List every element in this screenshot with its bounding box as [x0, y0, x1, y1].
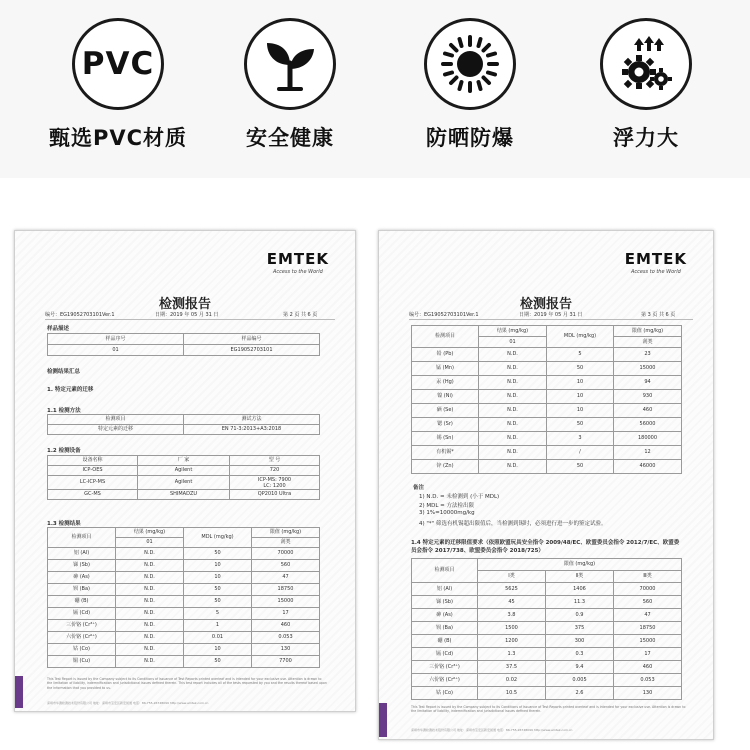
report-number: 编号：EG19052703101Ver.1: [409, 312, 479, 318]
section-title: 样品描述: [47, 326, 70, 332]
notes-title: 备注: [413, 485, 425, 491]
results-table: 检测项目 结果 (mg/kg) MDL (mg/kg) 限值 (mg/kg) 01 刮类 铅 (Pb) N.D. 5 23 锰 (Mn) N.D. 50 15000 汞 (Hg) N.D. 10 94 镍 (Ni) N.D. 10 930 硒 (Se) N.D. 10 460 锶 (Sr) N.D. 50 56000 锡 (Sn) N.D. 3 180000 有机锡* N.D. / 12 锌 (Zn) N.D. 50 46000: [411, 325, 682, 474]
table-row: 砷 (As) N.D. 10 47: [48, 572, 320, 584]
feature-safe: [220, 18, 360, 152]
feature-label: 防晒防爆: [426, 126, 514, 150]
table-row: 钴 (Co) 10.5 2.6 130: [412, 687, 682, 700]
note-item: 2) MDL = 方法检出限: [419, 503, 475, 509]
table-row: 镉 (Cd) N.D. 5 17: [48, 608, 320, 620]
feature-strip: [0, 0, 750, 178]
section-title: 1.4 特定元素的迁移限值要求（依照欧盟玩具安全指令 2009/48/EC、欧盟委员会指令 2012/7/EC、欧盟委员会指令 2017/738、欧盟委员会指令 2018/725）: [411, 540, 680, 554]
pvc-icon-text: PVC: [81, 46, 155, 82]
table-row: 钴 (Co) N.D. 10 130: [48, 644, 320, 656]
table-row: 钡 (Ba) N.D. 50 18750: [48, 584, 320, 596]
feature-pvc: [48, 18, 188, 152]
table-row: 三价铬 (Cr³⁺) N.D. 1 460: [48, 620, 320, 632]
note-item: 1) N.D. = 未检测到 (小于 MDL): [419, 494, 500, 500]
feature-buoyancy: [576, 18, 716, 152]
address-line: 深圳市华测检测技术股份有限公司 地址：深圳市宝安区新安街道 电话：86-755-26748099 http://www.emtek.com.cn: [47, 701, 209, 705]
feature-label: 甄选PVC材质: [48, 126, 188, 150]
table-row: 硼 (B) 1200 300 15000: [412, 635, 682, 648]
report-page-left: [14, 230, 356, 712]
table-row: 钡 (Ba) 1500 375 18750: [412, 622, 682, 635]
report-title: 检测报告: [519, 297, 572, 312]
accent-bar: [379, 703, 387, 737]
section-title: 1.2 检测设备: [47, 448, 81, 454]
report-number: 编号：EG19052703101Ver.1: [45, 312, 115, 318]
address-line: 深圳市华测检测技术股份有限公司 地址：深圳市宝安区新安街道 电话：86-755-26748099 http://www.emtek.com.cn: [411, 728, 573, 732]
table-row: 铅 (Pb) N.D. 5 23: [412, 348, 682, 362]
method-table: 检测项目 测试方法 特定元素的迁移 EN 71-3:2013+A3:2018: [47, 414, 320, 435]
feature-sun: [400, 18, 540, 152]
report-date: 日期：2019 年 05 月 31 日: [519, 312, 583, 318]
feature-label: 安全健康: [246, 126, 334, 150]
emtek-logo: EMTEK Access to the World: [624, 250, 687, 275]
footnote: This Test Report is issued by the Company subject to its Conditions of Issuance of Test Reports printed overleaf and is intended for your exclusive use. Attention is drawn to the limitation of liability, indemnification and jurisdictional issues defined therein. This test report includes all of the tests requested by you and the results thereof based upon the information that you provided to us.: [47, 677, 327, 690]
accent-bar: [15, 676, 23, 708]
section-title: 1.1 检测方法: [47, 408, 81, 414]
table-row: 硒 (Se) N.D. 10 460: [412, 404, 682, 418]
table-row: 汞 (Hg) N.D. 10 94: [412, 376, 682, 390]
table-row: 六价铬 (Cr⁶⁺) N.D. 0.01 0.053: [48, 632, 320, 644]
table-row: 六价铬 (Cr⁶⁺) 0.02 0.005 0.053: [412, 674, 682, 687]
gears-up-arrows-icon: [617, 35, 675, 93]
feature-label: 浮力大: [613, 126, 679, 150]
table-row: 铜 (Cu) N.D. 50 7700: [48, 656, 320, 668]
equipment-table: 设备名称 厂 家 型 号 ICP-OES Agilent 720 LC-ICP-MS Agilent ICP-MS: 7900 LC: 1200 GC-MS SHIMADZU QP2010 Ultra: [47, 455, 320, 500]
table-row: 三价铬 (Cr³⁺) 37.5 9.4 460: [412, 661, 682, 674]
sample-table: 样品序号 样品编号 01 EG19052703101: [47, 333, 320, 356]
limits-table: 检测项目 限值 (mg/kg) Ⅰ类 Ⅱ类 Ⅲ类 铝 (Al) 5625 1406 70000 锑 (Sb) 45 11.3 560 砷 (As) 3.8 0.9 47 钡 (Ba) 1500 375 18750 硼 (B) 1200 300 15000 镉 (Cd) 1.3 0.3 17 三价铬 (Cr³⁺) 37.5 9.4 460 六价铬 (Cr⁶⁺) 0.02 0.005 0.053 钴 (Co) 10.5 2.6 130: [411, 558, 682, 700]
report-date: 日期：2019 年 05 月 31 日: [155, 312, 219, 318]
report-title: 检测报告: [158, 297, 211, 312]
note-item: 3) 1%=10000mg/kg: [419, 510, 475, 516]
table-row: 有机锡* N.D. / 12: [412, 446, 682, 460]
report-page: 第 3 页 共 6 页: [641, 312, 676, 318]
table-row: 硼 (B) N.D. 50 15000: [48, 596, 320, 608]
sprout-icon: [261, 35, 319, 93]
report-page: 第 2 页 共 6 页: [283, 312, 318, 318]
table-row: 铝 (Al) 5625 1406 70000: [412, 583, 682, 596]
table-row: 镍 (Ni) N.D. 10 930: [412, 390, 682, 404]
footnote: This Test Report is issued by the Company subject to its Conditions of Issuance of Test Reports printed overleaf and is intended for your exclusive use. Attention is drawn to the limitation of liability, indemnification and jurisdictional issues defined therein.: [411, 705, 686, 714]
note-item: 4) "*" 筛选有机锡超出限值后，当检测到锡时，必须进行进一步的鉴定试验。: [419, 521, 607, 527]
section-title: 1.3 检测结果: [47, 521, 81, 527]
table-row: 锌 (Zn) N.D. 50 46000: [412, 460, 682, 474]
pvc-text-icon: [72, 18, 164, 110]
results-table: 检测项目 结果 (mg/kg) MDL (mg/kg) 限值 (mg/kg) 01 刮类 铝 (Al) N.D. 50 70000 锑 (Sb) N.D. 10 560 砷 (As) N.D. 10 47 钡 (Ba) N.D. 50 18750 硼 (B) N.D. 50 15000 镉 (Cd) N.D. 5 17 三价铬 (Cr³⁺) N.D. 1 460 六价铬 (Cr⁶⁺) N.D. 0.01 0.053 钴 (Co) N.D. 10 130 铜 (Cu) N.D. 50 7700: [47, 527, 320, 668]
table-row: 锡 (Sn) N.D. 3 180000: [412, 432, 682, 446]
table-row: 锑 (Sb) 45 11.3 560: [412, 596, 682, 609]
table-row: 铝 (Al) N.D. 50 70000: [48, 548, 320, 560]
table-row: 锑 (Sb) N.D. 10 560: [48, 560, 320, 572]
section-title: 检测结果汇总: [47, 369, 81, 375]
table-row: 锰 (Mn) N.D. 50 15000: [412, 362, 682, 376]
sun-icon: [441, 35, 499, 93]
emtek-logo: EMTEK Access to the World: [266, 250, 329, 275]
table-row: 镉 (Cd) 1.3 0.3 17: [412, 648, 682, 661]
report-page-right: [378, 230, 714, 740]
table-row: 砷 (As) 3.8 0.9 47: [412, 609, 682, 622]
table-row: 锶 (Sr) N.D. 50 56000: [412, 418, 682, 432]
section-title: 1. 特定元素的迁移: [47, 387, 94, 393]
